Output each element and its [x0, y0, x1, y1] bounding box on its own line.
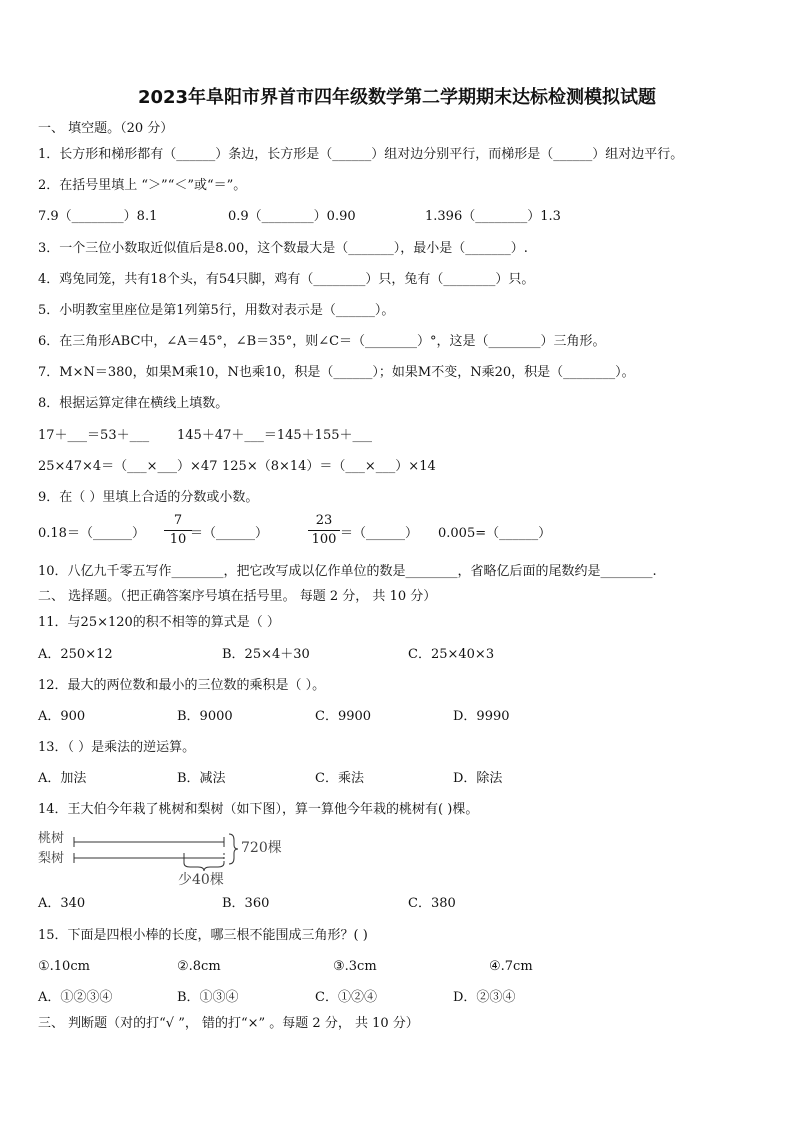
question-14-diagram — [36, 826, 296, 888]
question-13-option-d: D．除法 — [453, 771, 503, 786]
question-9-fraction-2-tail: ＝（______） — [340, 526, 419, 541]
fraction-1-denominator: 10 — [169, 532, 187, 547]
question-8-line-1b: 145＋47＋___＝145＋155＋___ — [177, 428, 372, 443]
question-14: 14．王大伯今年栽了桃树和梨树（如下图），算一算他今年栽的桃树有( )棵。 — [38, 802, 479, 817]
question-2-item-3: 1.396（________）1.3 — [425, 209, 561, 224]
question-11-option-a: A．250×12 — [38, 647, 113, 662]
question-6: 6．在三角形ABC中，∠A＝45°，∠B＝35°，则∠C＝（________）°，这是（________）三角形。 — [38, 334, 606, 349]
question-8: 8．根据运算定律在横线上填数。 — [38, 396, 229, 411]
question-15-stick-4: ④.7cm — [489, 959, 533, 974]
fraction-2-numerator: 23 — [315, 513, 333, 528]
question-9-fraction-1 — [164, 513, 192, 548]
difference-brace — [184, 863, 224, 871]
question-9-item-1: 0.18＝（______） — [38, 526, 145, 541]
diagram-label-pear: 梨树 — [38, 851, 65, 866]
question-15-option-d: D．②③④ — [453, 990, 516, 1005]
question-13-option-a: A．加法 — [38, 771, 87, 786]
question-1: 1．长方形和梯形都有（______）条边，长方形是（______）组对边分别平行，而梯形是（______）组对边平行。 — [38, 147, 684, 162]
question-5: 5．小明教室里座位是第1列第5行，用数对表示是（______）。 — [38, 303, 395, 318]
question-15-option-a: A．①②③④ — [38, 990, 113, 1005]
question-9-fraction-1-tail: ＝（______） — [190, 526, 269, 541]
question-9: 9．在（ ）里填上合适的分数或小数。 — [38, 490, 259, 505]
question-12-option-b: B．9000 — [177, 709, 233, 724]
total-brace — [229, 834, 238, 864]
question-2-item-2: 0.9（________）0.90 — [228, 209, 356, 224]
question-15-stick-2: ②.8cm — [177, 959, 221, 974]
question-15-option-c: C．①②④ — [315, 990, 377, 1005]
question-15-stick-1: ①.10cm — [38, 959, 90, 974]
question-8-line-1a: 17＋___＝53＋___ — [38, 428, 150, 443]
question-8-line-2a: 25×47×4＝（___×___）×47 — [38, 459, 218, 474]
question-2: 2．在括号里填上 “＞”“＜”或“＝”。 — [38, 178, 247, 193]
section-1-heading: 一、 填空题。（20 分） — [38, 121, 174, 136]
question-4: 4．鸡兔同笼，共有18个头，有54只脚，鸡有（________）只，兔有（________）只。 — [38, 272, 535, 287]
question-3: 3．一个三位小数取近似值后是8.00，这个数最大是（_______），最小是（_______）. — [38, 241, 528, 256]
question-13-option-b: B．减法 — [177, 771, 226, 786]
question-15-option-b: B．①③④ — [177, 990, 239, 1005]
question-15: 15．下面是四根小棒的长度，哪三根不能围成三角形？( ) — [38, 928, 368, 943]
question-12-option-d: D．9990 — [453, 709, 510, 724]
question-12-option-c: C．9900 — [315, 709, 372, 724]
question-13-option-c: C．乘法 — [315, 771, 364, 786]
question-12: 12．最大的两位数和最小的三位数的乘积是（ ）。 — [38, 678, 326, 693]
question-11-option-c: C．25×40×3 — [408, 647, 495, 662]
question-10: 10．八亿九千零五写作________，把它改写成以亿作单位的数是________，省略亿后面的尾数约是________. — [38, 564, 657, 579]
question-12-option-a: A．900 — [38, 709, 86, 724]
question-8-line-2b: 125×（8×14）＝（___×___）×14 — [222, 459, 436, 474]
page-title: 2023年阜阳市界首市四年级数学第二学期期末达标检测模拟试题 — [137, 87, 657, 108]
question-9-item-4: 0.005=（______） — [438, 526, 552, 541]
question-14-option-a: A．340 — [38, 896, 86, 911]
question-9-fraction-2 — [308, 513, 340, 548]
question-2-item-1: 7.9（________）8.1 — [38, 209, 158, 224]
question-14-option-c: C．380 — [408, 896, 456, 911]
fraction-1-numerator: 7 — [173, 513, 183, 528]
section-3-heading: 三、 判断题（对的打“√ ”， 错的打“×” 。每题 2 分， 共 10 分） — [38, 1016, 419, 1031]
diagram-total-label: 720棵 — [241, 840, 282, 856]
question-11-option-b: B．25×4＋30 — [222, 647, 310, 662]
question-11: 11．与25×120的积不相等的算式是（ ） — [38, 615, 280, 630]
fraction-2-denominator: 100 — [311, 532, 337, 547]
question-15-stick-3: ③.3cm — [333, 959, 377, 974]
section-2-heading: 二、 选择题。（把正确答案序号填在括号里。 每题 2 分， 共 10 分） — [38, 589, 437, 604]
diagram-label-peach: 桃树 — [38, 831, 65, 846]
diagram-difference-label: 少40棵 — [178, 872, 224, 888]
question-14-option-b: B．360 — [222, 896, 270, 911]
question-7: 7．M×N＝380，如果M乘10，N也乘10，积是（______）；如果M不变，N乘20，积是（________）。 — [38, 365, 635, 380]
question-13: 13．（ ）是乘法的逆运算。 — [38, 740, 196, 755]
